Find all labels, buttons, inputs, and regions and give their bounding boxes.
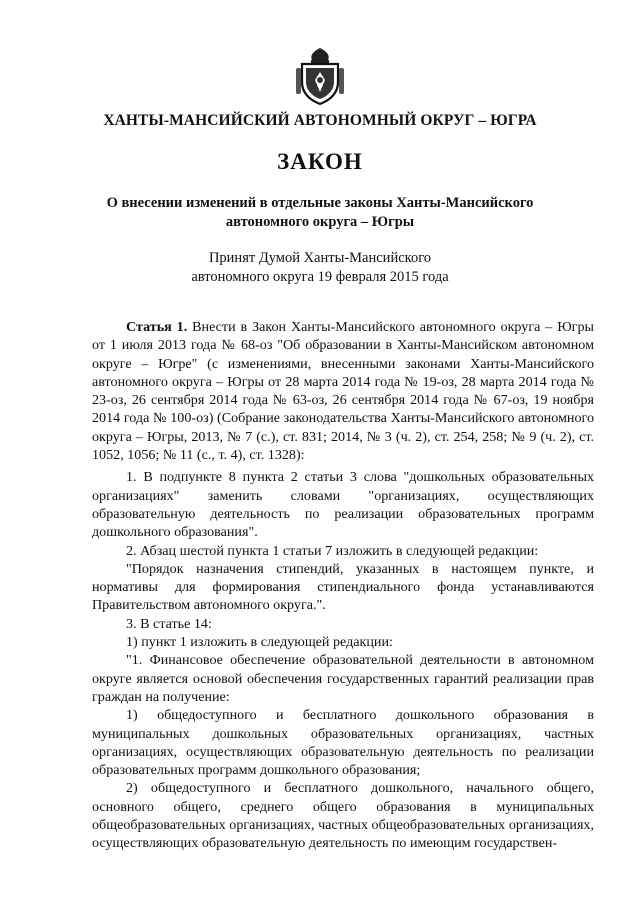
adoption-note bbox=[160, 249, 480, 287]
article-1-intro bbox=[92, 318, 594, 464]
coat-of-arms-icon bbox=[296, 46, 344, 106]
body-paragraph: 1) пункт 1 изложить в следующей редакции: bbox=[126, 634, 393, 651]
region-name: ХАНТЫ-МАНСИЙСКИЙ АВТОНОМНЫЙ ОКРУГ – ЮГРА bbox=[103, 112, 537, 129]
law-subject-line: О внесении изменений в отдельные законы Ханты-Мансийского bbox=[106, 195, 534, 211]
article-label: Статья 1. bbox=[126, 319, 188, 335]
adoption-note-line: автономного округа 19 февраля 2015 года bbox=[191, 269, 449, 285]
body-paragraph: 2. Абзац шестой пункта 1 статьи 7 изложить в следующей редакции: bbox=[126, 542, 539, 559]
article-intro-text: Внести в Закон Ханты-Мансийского автономного округа – Югры от 1 июля 2013 года № 68-оз "Об образовании в Ханты-Мансийском автономном округе – Югре" (с изменениями, внесенными законами Ханты-Мансийского автономного округа – Югры от 28 марта 2014 года № 19-оз, 28 марта 2014 года № 23-оз, 26 сентября 2014 года № 63-оз, 26 сентября 2014 года № 67-оз, 19 ноября 2014 года № 100-оз) (Собрание законодательства Ханты-Мансийского автономного округа – Югры, 2013, № 7 (с.), ст. 831; 2014, № 3 (ч. 2), ст. 254, 258; № 9 (ч. 2), ст. 1052, 1056; № 11 (с., т. 4), ст. 1328): bbox=[92, 319, 594, 464]
body-paragraph: 3. В статье 14: bbox=[126, 615, 212, 632]
body-paragraph: 1. В подпункте 8 пункта 2 статьи 3 слова "дошкольных образовательных организациях" заменить словами "организациях, осуществляющих образовательную деятельность по реализации образовательных программ дошкольного образования". bbox=[92, 469, 594, 541]
body-paragraph: 1) общедоступного и бесплатного дошкольного образования в муниципальных дошкольных образовательных организациях, частных организациях, осуществляющих образовательную деятельность по реализации образовательных программ дошкольного образования; bbox=[92, 707, 594, 779]
law-subject-line: автономного округа – Югры bbox=[225, 214, 415, 230]
body-paragraph: "Порядок назначения стипендий, указанных в настоящем пункте, и нормативы для формирования стипендиального фонда устанавливаются Правительством автономного округа.". bbox=[92, 560, 594, 614]
document-type: ЗАКОН bbox=[277, 149, 363, 174]
adoption-note-line: Принят Думой Ханты-Мансийского bbox=[208, 250, 432, 266]
law-body bbox=[92, 318, 594, 853]
body-paragraph: "1. Финансовое обеспечение образовательной деятельности в автономном округе является основой обеспечения государственных гарантий реализации прав граждан на получение: bbox=[92, 652, 594, 705]
body-paragraph: 2) общедоступного и бесплатного дошкольного, начального общего, основного общего, среднего общего образования в муниципальных общеобразовательных организациях, частных общеобразовательных организациях, осуществляющих образовательную деятельность по имеющим государствен- bbox=[92, 780, 594, 852]
law-subject bbox=[92, 194, 548, 232]
